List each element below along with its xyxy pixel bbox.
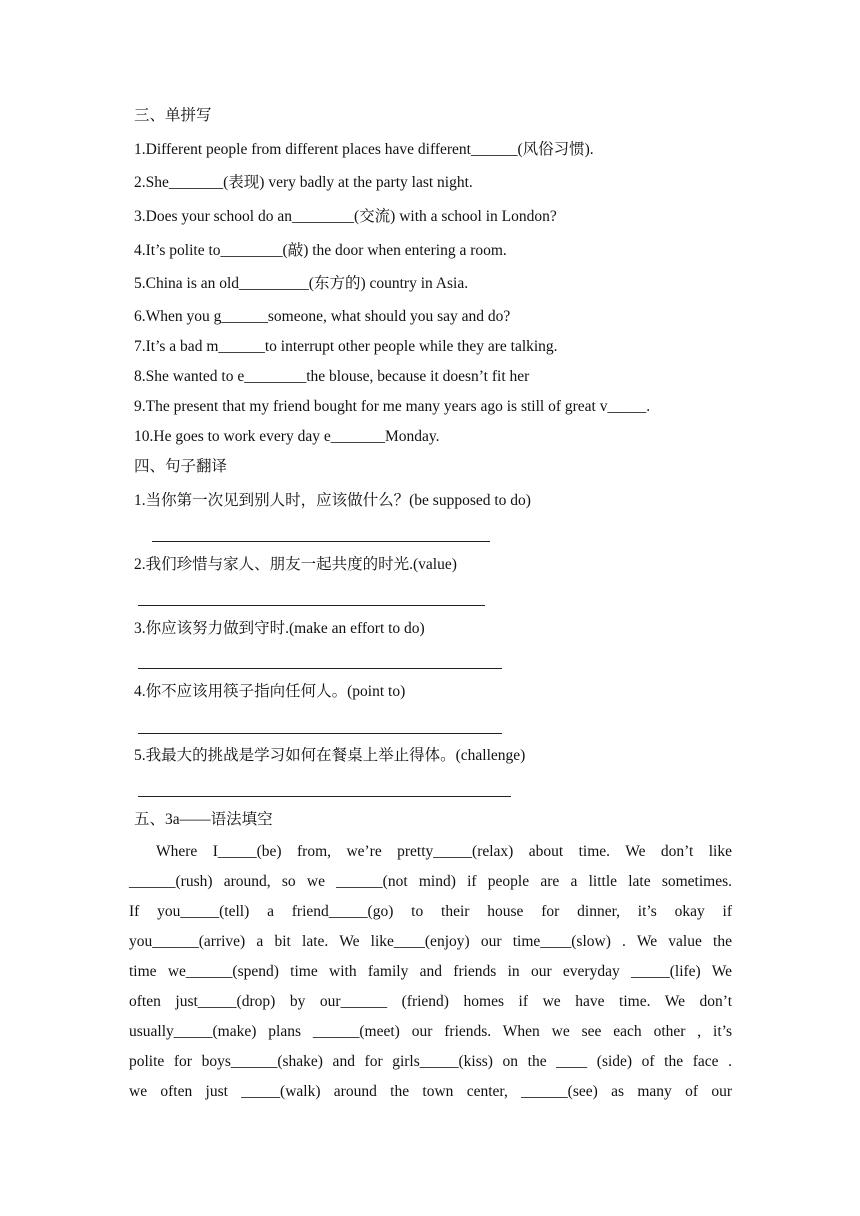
- translation-item-5: 5.我最大的挑战是学习如何在餐桌上举止得体。(challenge): [134, 747, 526, 764]
- passage-line: polite for boys______(shake) and for girls_____(kiss) on the ____ (side) of the face .: [129, 1053, 732, 1070]
- translation-item-4: 4.你不应该用筷子指向任何人。(point to): [134, 683, 406, 700]
- passage-line: we often just _____(walk) around the town center, ______(see) as many of our: [129, 1083, 732, 1100]
- passage-line: often just_____(drop) by our______ (friend) homes if we have time. We don’t: [129, 993, 732, 1010]
- spelling-item-7: 7.It’s a bad m______to interrupt other people while they are talking.: [134, 338, 558, 355]
- spelling-item-10: 10.He goes to work every day e_______Monday.: [134, 428, 440, 445]
- passage-line: time we______(spend) time with family and friends in our everyday _____(life) We: [129, 963, 732, 980]
- spelling-item-9: 9.The present that my friend bought for me many years ago is still of great v_____.: [134, 398, 651, 415]
- answer-line-3: [138, 668, 502, 669]
- spelling-item-8: 8.She wanted to e________the blouse, because it doesn’t fit her: [134, 368, 530, 385]
- translation-item-1: 1.当你第一次见到别人时，应该做什么？(be supposed to do): [134, 492, 531, 509]
- passage-line: you______(arrive) a bit late. We like____(enjoy) our time____(slow) . We value the: [129, 933, 732, 950]
- translation-item-2: 2.我们珍惜与家人、朋友一起共度的时光.(value): [134, 556, 457, 573]
- spelling-item-3: 3.Does your school do an________(交流) with a school in London?: [134, 208, 557, 225]
- passage-line: usually_____(make) plans ______(meet) our friends. When we see each other , it’s: [129, 1023, 732, 1040]
- answer-line-4: [138, 733, 502, 734]
- section-heading-grammar: 五、3a——语法填空: [134, 811, 273, 828]
- grammar-passage: [129, 837, 732, 1107]
- answer-line-1: [152, 541, 490, 542]
- section-heading-translation: 四、句子翻译: [134, 458, 228, 475]
- translation-item-3: 3.你应该努力做到守时.(make an effort to do): [134, 620, 425, 637]
- spelling-item-5: 5.China is an old_________(东方的) country in Asia.: [134, 275, 469, 292]
- spelling-item-4: 4.It’s polite to________(敲) the door when entering a room.: [134, 242, 507, 259]
- answer-line-2: [138, 605, 485, 606]
- spelling-item-1: 1.Different people from different places have different______(风俗习惯).: [134, 141, 594, 158]
- spelling-item-2: 2.She_______(表现) very badly at the party last night.: [134, 174, 473, 191]
- answer-line-5: [138, 796, 511, 797]
- passage-line: ______(rush) around, so we ______(not mind) if people are a little late sometimes.: [129, 873, 732, 890]
- passage-line: If you_____(tell) a friend_____(go) to their house for dinner, it’s okay if: [129, 903, 732, 920]
- passage-line: Where I_____(be) from, we’re pretty_____(relax) about time. We don’t like: [156, 843, 732, 860]
- section-heading-spelling: 三、单拼写: [134, 107, 212, 124]
- spelling-item-6: 6.When you g______someone, what should you say and do?: [134, 308, 511, 325]
